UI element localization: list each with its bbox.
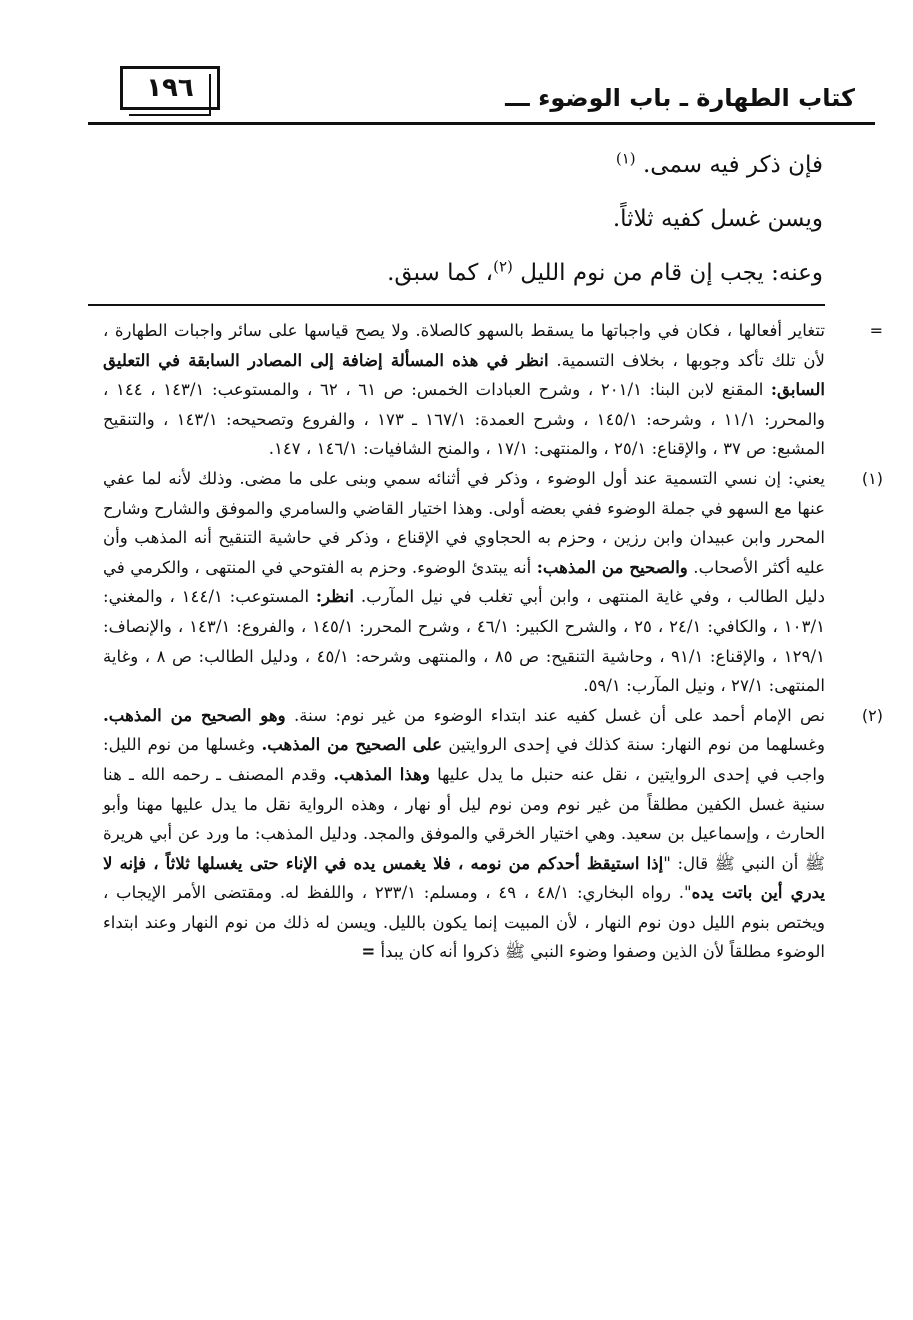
footnote-2-text-1: نص الإمام أحمد على أن غسل كفيه عند ابتداء الوضوء من غير نوم: سنة. xyxy=(293,705,825,725)
footnote-1-text-1: يعني: إن نسي التسمية عند أول الوضوء ، وذكر في أثنائه سمي وبنى على ما مضى. وذلك لأنه لما عفي عنها مع السهو في جملة الوضوء ففي بعضه أولى. وهذا اختيار القاضي والسامري والموفق والشارح وشارح المحرر وابن عبيدان وابن رزين ، وحزم به الحجاوي في الإقناع ، وذكر في حاشية التنقيح أنه المذهب وأن عليه أكثر الأصحاب. xyxy=(103,468,826,577)
footnote-1-bold-2: انظر: xyxy=(315,586,355,607)
main-line-1-text: فإن ذكر فيه سمى. xyxy=(642,152,823,178)
footnote-2-bold-2: على الصحيح من المذهب. xyxy=(261,734,443,755)
footnote-ref-2: (٢) xyxy=(493,257,513,276)
footnote-2-text-5: ". رواه البخاري: ٤٨/١ ، ٤٩ ، ومسلم: ٢٣٣/١ ، واللفظ له. ومقتضى الأمر الإيجاب ، ويختص بنوم الليل دون نوم النهار ، لأن المبيت إنما يكون بالليل. ويسن له ذلك من نوم النهار وعند ابتداء الوضوء مطلقاً لأن الذين وصفوا وضوء النبي ﷺ ذكروا أنه كان يبدأ xyxy=(103,883,825,962)
main-text xyxy=(83,138,823,300)
main-line-2-text: ويسن غسل كفيه ثلاثاً. xyxy=(612,206,823,232)
footnote-1-text-2: أنه يبتدئ الوضوء. وحزم به الفتوحي في المنتهى ، والكرمي في دليل الطالب ، وفي غاية المنتهى ، وابن أبي تغلب في نيل المآرب. xyxy=(103,557,825,607)
main-line-3 xyxy=(83,246,823,300)
footnote-2-text-4: وقدم المصنف ـ رحمه الله ـ هنا سنية غسل الكفين مطلقاً من غير نوم ومن نوم ليل أو نهار ، وهذه الرواية نقل ما يدل عليها مهنا وأبو الحارث ، وإسماعيل بن سعيد. وهي اختيار الخرقي والموفق والمجد. ودليل المذهب: ما ورد عن أبي هريرة ﷺ أن النبي ﷺ قال: " xyxy=(103,764,825,873)
continuation-text-2: المقنع لابن البنا: ٢٠١/١ ، وشرح العبادات الخمس: ص ٦١ ، ٦٢ ، والمستوعب: ١٤٣/١ ، ١٤٤ ، والمحرر: ١١/١ ، وشرحه: ١٤٥/١ ، وشرح العمدة: ١٦٧/١ ـ ١٧٣ ، والفروع وتصحيحه: ١٤٣/١ ، والتنقيح المشبع: ص ٣٧ ، والإقناع: ٢٥/١ ، والمنتهى: ١٧/١ ، والمنح الشافيات: ١٤٦/١ ، ١٤٧. xyxy=(103,380,825,459)
continues-mark: = xyxy=(361,942,376,962)
running-header-title: كتاب الطهارة ـ باب الوضوء ـــ xyxy=(505,84,855,112)
footnote-ref-1: (١) xyxy=(615,149,636,168)
main-line-1 xyxy=(83,138,823,192)
main-line-2 xyxy=(83,192,823,246)
main-line-3-text: وعنه: يجب إن قام من نوم الليل xyxy=(520,260,823,286)
footnote-2-number: (٢) xyxy=(861,705,883,725)
footnote-1-text xyxy=(103,464,825,701)
continuation-text-1: تتغاير أفعالها ، فكان في واجباتها ما يسقط بالسهو كالصلاة. ولا يصح قياسها على سائر واجبات الطهارة ، لأن تلك تأكد وجوبها ، بخلاف التسمية. xyxy=(103,321,825,370)
footnote-2-bold-3: وهذا المذهب. xyxy=(333,763,430,784)
footnote-continuation-text xyxy=(103,316,825,464)
header-rule xyxy=(88,122,875,125)
main-line-3-tail: ، كما سبق. xyxy=(387,260,494,286)
page-number-box xyxy=(120,66,220,110)
footnote-continuation xyxy=(103,316,883,464)
footnote-1-text-3: المستوعب: ١٤٤/١ ، والمغني: ١٠٣/١ ، والكافي: ٢٤/١ ، ٢٥ ، والشرح الكبير: ٤٦/١ ، وشرح المحرر: ١٤٥/١ ، والفروع: ١٤٣/١ ، والإنصاف: ١٢٩/١ ، والإقناع: ٩١/١ ، وحاشية التنقيح: ص ٨٥ ، والمنتهى وشرحه: ٤٥/١ ، ودليل الطالب: ص ٨ ، وغاية المنتهى: ٢٧/١ ، ونيل المآرب: ٥٩/١. xyxy=(103,587,825,696)
footnote-1-number: (١) xyxy=(861,468,883,488)
footnote-separator xyxy=(88,304,825,306)
footnote-1 xyxy=(103,464,883,701)
footnote-2-text-2: وغسلهما من نوم النهار: سنة كذلك في إحدى الروايتين xyxy=(448,735,826,755)
footnote-2 xyxy=(103,701,883,967)
continuation-mark: = xyxy=(869,321,883,340)
footnote-2-hadith-quote: إذا استيقظ أحدكم من نومه ، فلا يغمس يده في الإناء حتى يغسلها ثلاثاً ، فإنه لا يدري أين باتت يده xyxy=(103,852,826,903)
footnote-1-bold-1: والصحيح من المذهب: xyxy=(536,556,688,577)
continuation-bold-1: انظر في هذه المسألة إضافة إلى المصادر السابقة في التعليق السابق: xyxy=(103,349,825,400)
page-number: ١٩٦ xyxy=(146,73,194,103)
footnote-2-text xyxy=(103,701,825,967)
footnote-2-text-3: وغسلها من نوم الليل: واجب في إحدى الروايتين ، نقل عنه حنبل ما يدل عليها xyxy=(103,735,826,784)
footnotes xyxy=(103,316,883,967)
footnote-2-bold-1: وهو الصحيح من المذهب. xyxy=(103,704,286,725)
